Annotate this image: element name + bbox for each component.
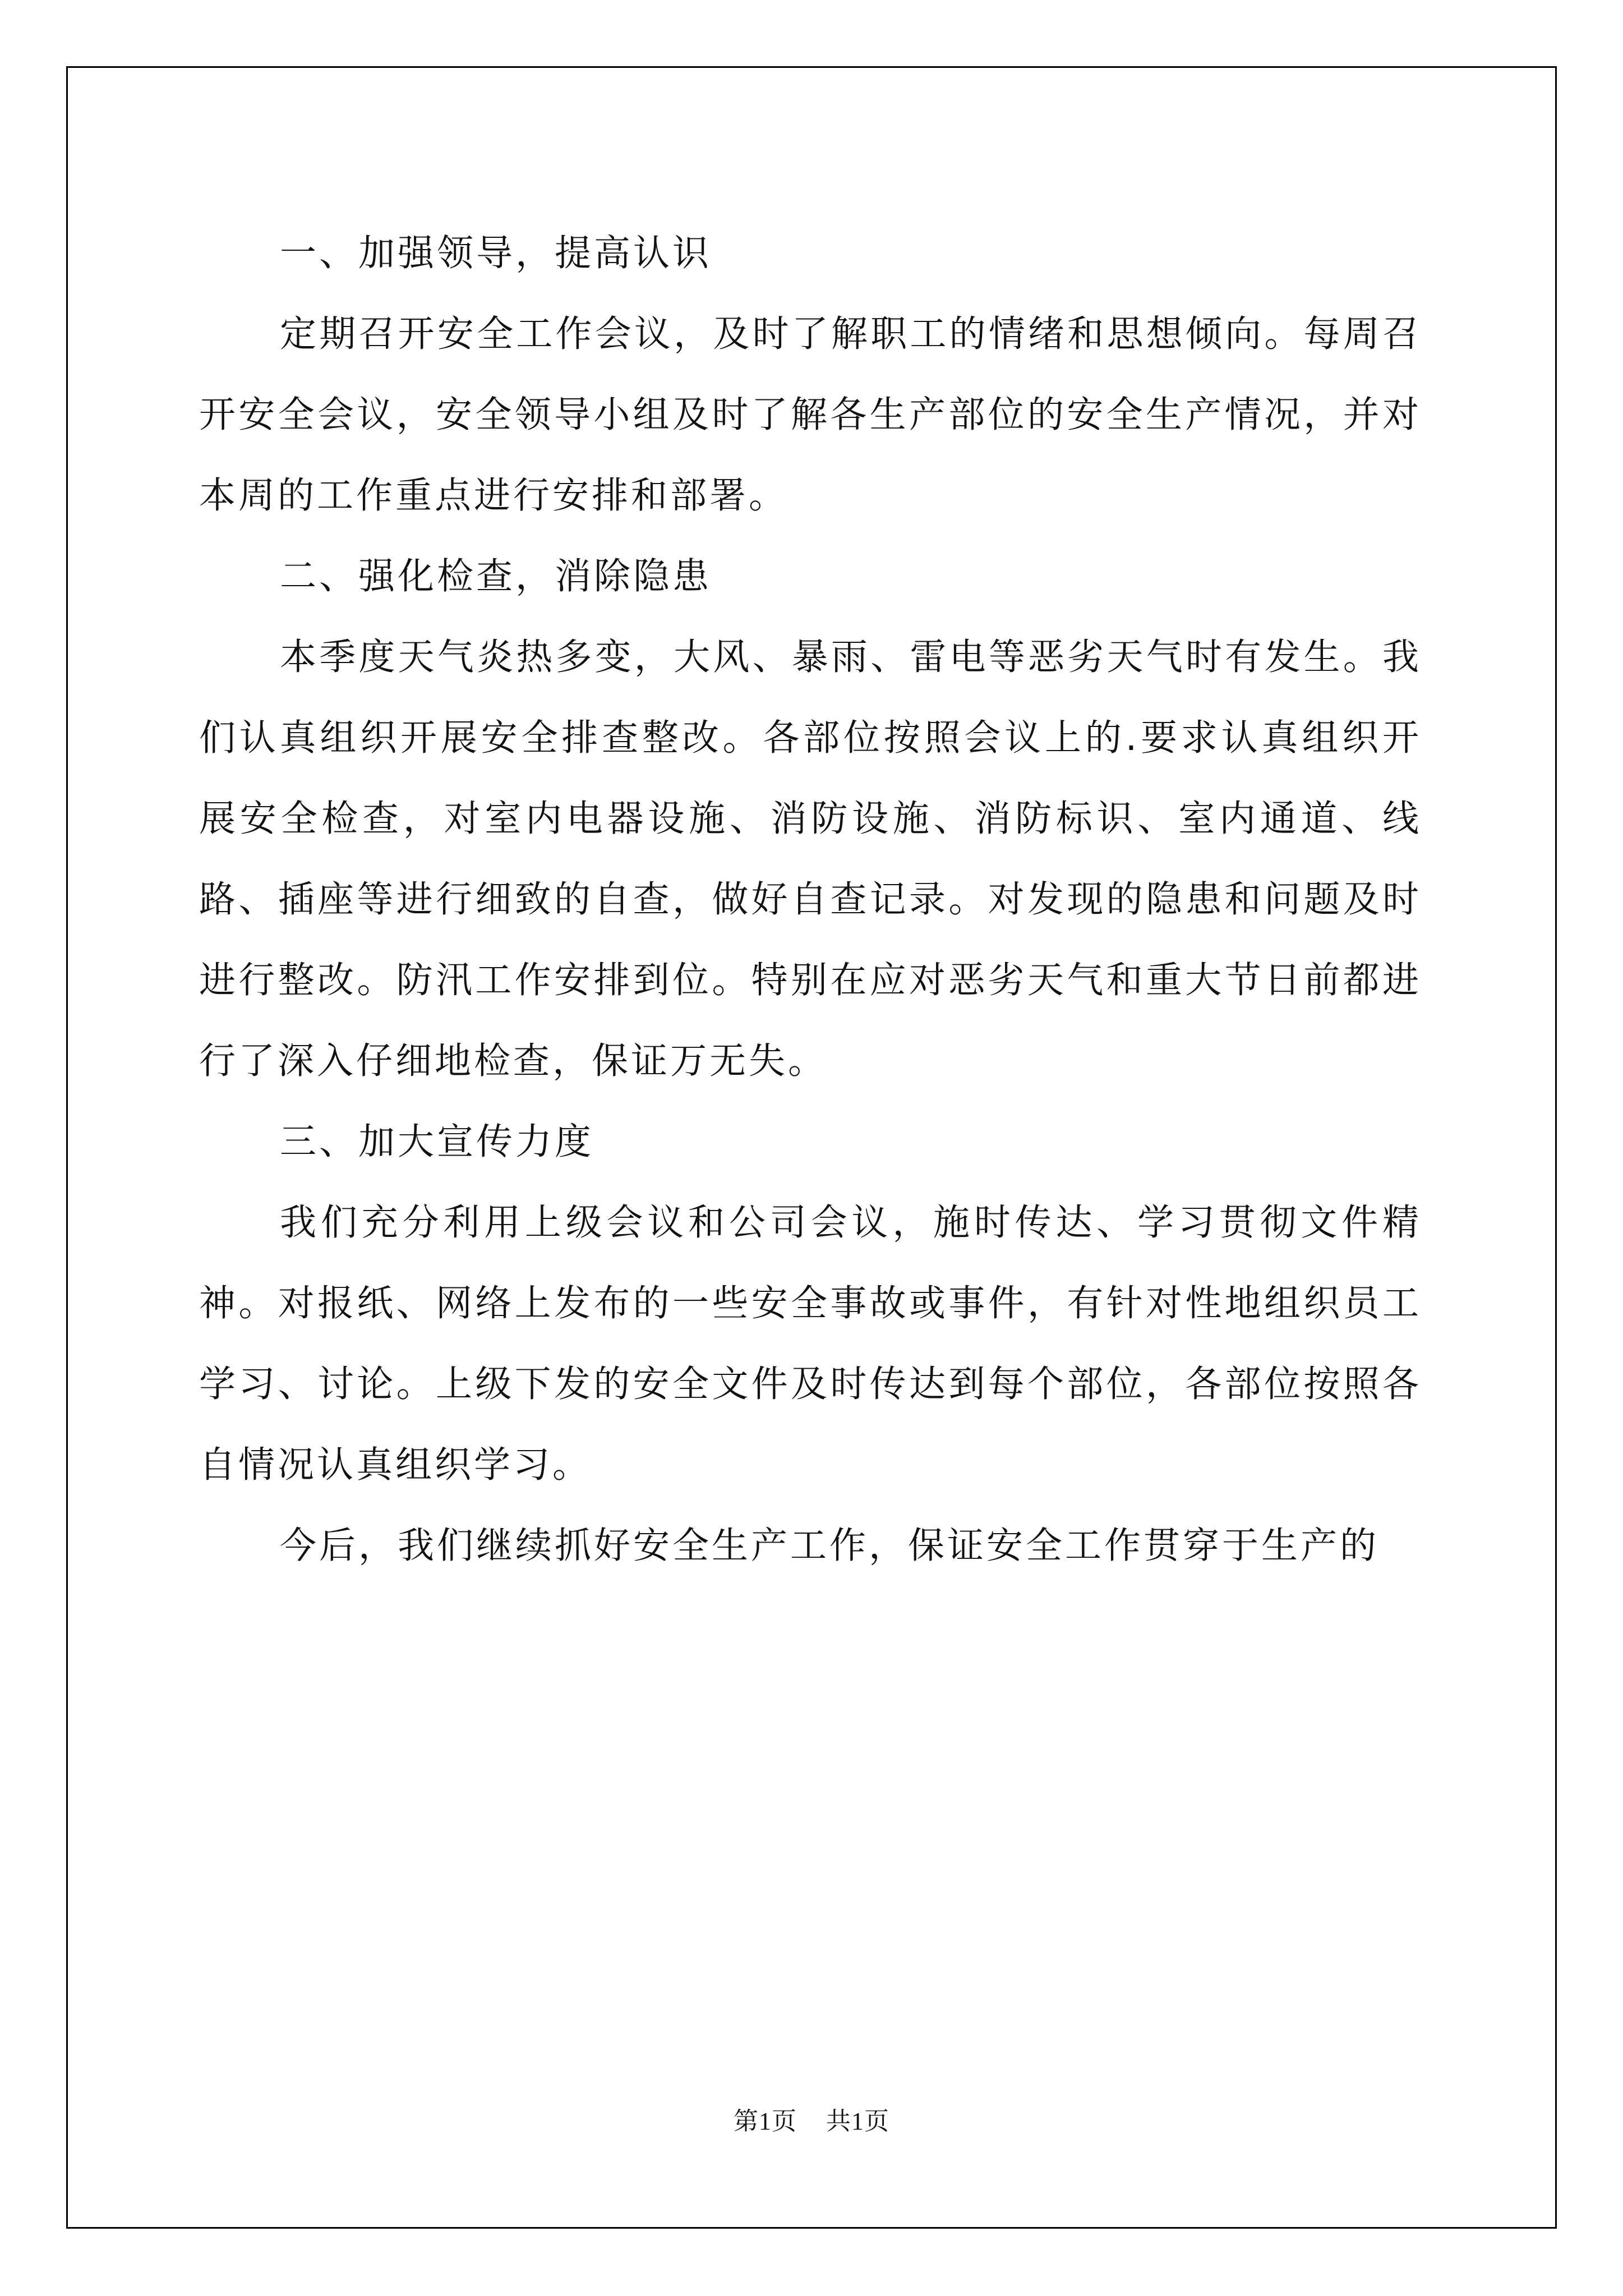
page-footer: [0, 2105, 1623, 2138]
document-body: [199, 213, 1422, 1586]
paragraph-2: 本季度天气炎热多变，大风、暴雨、雷电等恶劣天气时有发生。我们认真组织开展安全排查整改。各部位按照会议上的.要求认真组织开展安全检查，对室内电器设施、消防设施、消防标识、室内通道、线路、插座等进行细致的自查，做好自查记录。对发现的隐患和问题及时进行整改。防汛工作安排到位。特别在应对恶劣天气和重大节日前都进行了深入仔细地检查，保证万无失。: [199, 636, 1422, 1082]
page-total: 共1页: [826, 2108, 889, 2135]
section-heading-2: 二、强化检查，消除隐患: [280, 555, 712, 597]
paragraph-3: 我们充分利用上级会议和公司会议，施时传达、学习贯彻文件精神。对报纸、网络上发布的一些安全事故或事件，有针对性地组织员工学习、讨论。上级下发的安全文件及时传达到每个部位，各部位按照各自情况认真组织学习。: [199, 1202, 1422, 1486]
page-number: 第1页: [734, 2108, 797, 2135]
section-heading-3: 三、加大宣传力度: [280, 1121, 594, 1163]
paragraph-1: 定期召开安全工作会议，及时了解职工的情绪和思想倾向。每周召开安全会议，安全领导小组及时了解各生产部位的安全生产情况，并对本周的工作重点进行安排和部署。: [199, 313, 1422, 517]
section-heading-1: 一、加强领导，提高认识: [280, 232, 712, 274]
paragraph-4: 今后，我们继续抓好安全生产工作，保证安全工作贯穿于生产的: [280, 1525, 1380, 1567]
